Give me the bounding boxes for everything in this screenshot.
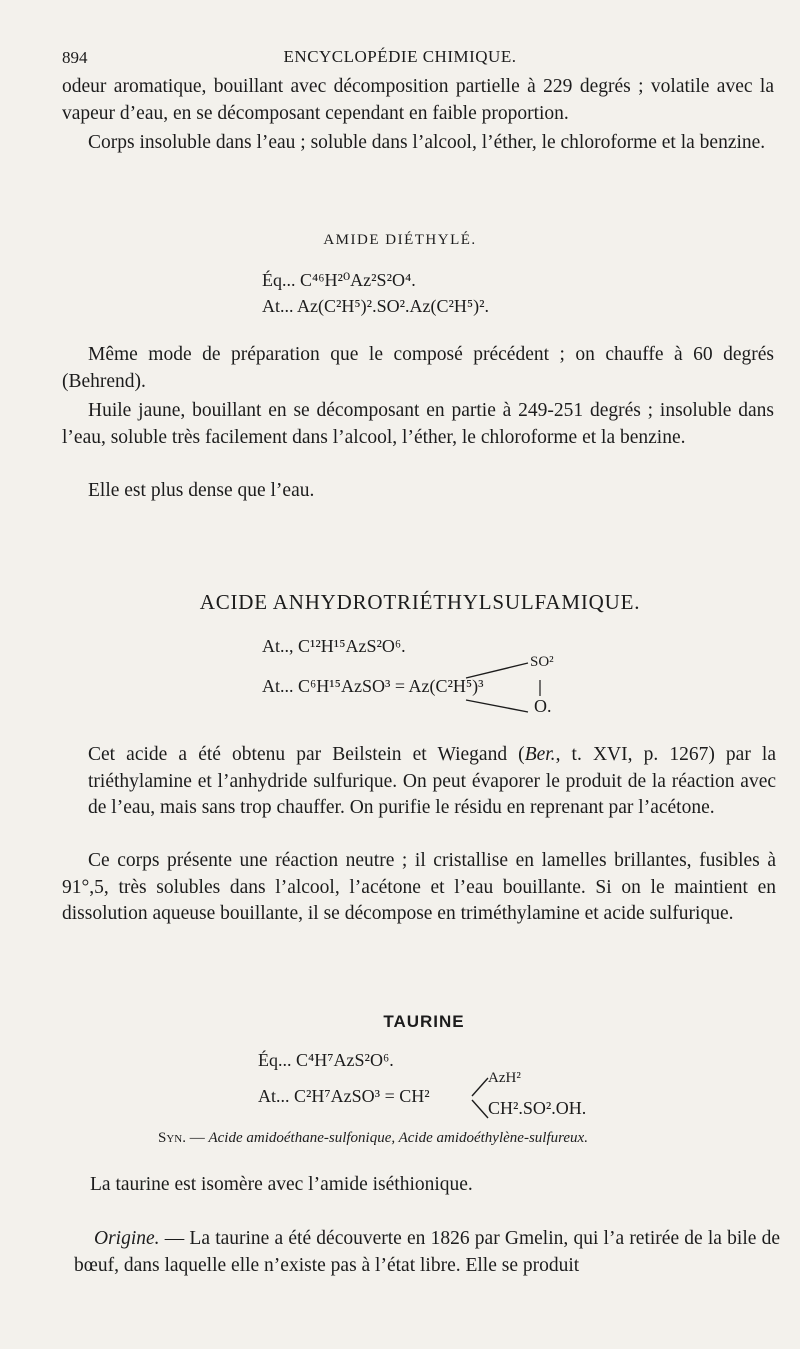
acide-paragraph-2: Ce corps présente une réaction neutre ; il cristallise en lamelles brillantes, fusibles à 91°,5, très solubles dans l’alcool, l’acétone et l’eau bouillante. Si on le maintient en dissolution aqueuse bouillante, il se décompose en triméthylamine et acide sulfurique. [62,850,776,924]
amide-eq-formula [262,270,416,291]
taurine-at-formula [258,1086,430,1107]
amide-at-value: Az(C²H⁵)².SO².Az(C²H⁵)². [297,296,490,316]
section-title-acide: ACIDE ANHYDROTRIÉTHYLSULFAMIQUE. [199,590,641,614]
page-number: 894 [62,48,88,67]
taurine-at-label: At... [258,1086,290,1106]
section-title-amide-diethyle: AMIDE DIÉTHYLÉ. [323,232,477,248]
amide-paragraph-2: Huile jaune, bouillant en se décomposant en partie à 249-251 degrés ; insoluble dans l’eau, soluble très facilement dans l’alcool, l’éther, le chloroforme et la benzine. [62,400,774,448]
amide-eq-label: Éq... [262,270,296,290]
acide-at1-label: At.., [262,636,294,656]
synonyms-dash: — [185,1130,209,1146]
taurine-eq-label: Éq... [258,1050,292,1070]
amide-paragraph-1: Même mode de préparation que le composé précédent ; on chauffe à 60 degrés (Behrend). [62,344,774,392]
acide-at2-value: C⁶H¹⁵AzSO³ = Az(C²H⁵)³ [298,676,484,696]
acide-paragraph-1 [88,742,776,822]
acide-at1-value: C¹²H¹⁵AzS²O⁶. [298,636,406,656]
taurine-paragraph-1: La taurine est isomère avec l’amide iséthionique. [90,1174,473,1195]
intro-paragraph-2: Corps insoluble dans l’eau ; soluble dans l’alcool, l’éther, le chloroforme et la benzine. [88,132,766,153]
taurine-origine-paragraph [74,1226,780,1279]
taurine-at-value: C²H⁷AzSO³ = CH² [294,1086,430,1106]
amide-at-formula [262,296,489,317]
amide-paragraph-3: Elle est plus dense que l’eau. [88,480,315,501]
amide-at-label: At... [262,296,294,316]
taurine-branch-top: AzH² [488,1070,521,1086]
synonyms-label: Syn. [158,1130,186,1146]
origine-label: Origine. [94,1228,160,1249]
acide-p1-end: , t. XVI, p. 1267) par la triéthylamine et l’anhydride sulfurique. On peut évaporer le produit de la réaction avec de l’eau, mais sans trop chauffer. On purifie le résidu en reprenant par l’acétone. [88,744,776,818]
taurine-synonyms [158,1130,588,1147]
acide-p1-start: Cet acide a été obtenu par Beilstein et Wiegand ( [88,744,525,765]
acide-at2-label: At... [262,676,294,696]
acide-at1-formula [262,636,406,657]
acide-p1-reference: Ber. [524,744,556,765]
amide-eq-value: C⁴⁶H²⁰Az²S²O⁴. [300,270,416,290]
taurine-branch-bottom: CH².SO².OH. [488,1098,587,1118]
taurine-eq-formula [258,1050,394,1071]
acide-branch-top: SO² [530,654,554,670]
acide-branch-bottom: O. [534,696,552,716]
running-title: ENCYCLOPÉDIE CHIMIQUE. [283,47,517,66]
origine-text: — La taurine a été découverte en 1826 par Gmelin, qui l’a retirée de la bile de bœuf, dans laquelle elle n’existe pas à l’état libre. Elle se produit [74,1228,780,1276]
synonyms-names: Acide amidoéthane-sulfonique, Acide amidoéthylène-sulfureux. [208,1130,588,1146]
intro-paragraph-1: odeur aromatique, bouillant avec décomposition partielle à 229 degrés ; volatile avec la vapeur d’eau, en se décomposant cependant en faible proportion. [62,76,774,124]
section-title-taurine: TAURINE [383,1012,465,1031]
taurine-eq-value: C⁴H⁷AzS²O⁶. [296,1050,394,1070]
acide-at2-formula [262,676,484,697]
